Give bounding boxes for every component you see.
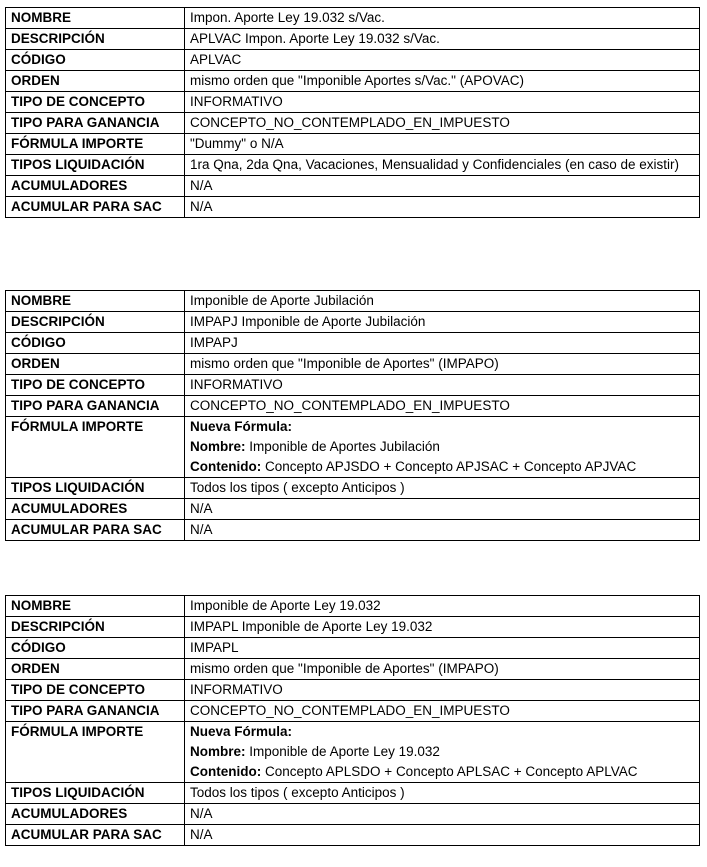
formula-name-value: Imponible de Aportes Jubilación — [245, 439, 440, 454]
row-tipos-liquidacion — [6, 155, 700, 176]
formula-name-value: Imponible de Aporte Ley 19.032 — [245, 744, 440, 759]
value-descripcion: IMPAPJ Imponible de Aporte Jubilación — [185, 312, 700, 333]
value-nombre: Imponible de Aporte Jubilación — [185, 291, 700, 312]
formula-content-value: Concepto APJSDO + Concepto APJSAC + Concepto APJVAC — [261, 459, 637, 474]
label-tipo-concepto: TIPO DE CONCEPTO — [6, 680, 185, 701]
label-tipo-ganancia: TIPO PARA GANANCIA — [6, 701, 185, 722]
label-nombre: NOMBRE — [6, 596, 185, 617]
value-acumular-sac: N/A — [185, 520, 700, 541]
label-nombre: NOMBRE — [6, 291, 185, 312]
row-tipo-concepto — [6, 375, 700, 396]
label-tipo-concepto: TIPO DE CONCEPTO — [6, 92, 185, 113]
value-tipo-ganancia: CONCEPTO_NO_CONTEMPLADO_EN_IMPUESTO — [185, 701, 700, 722]
value-acumuladores: N/A — [185, 499, 700, 520]
row-tipo-ganancia — [6, 396, 700, 417]
label-tipos-liquidacion: TIPOS LIQUIDACIÓN — [6, 783, 185, 804]
label-descripcion: DESCRIPCIÓN — [6, 617, 185, 638]
label-tipo-concepto: TIPO DE CONCEPTO — [6, 375, 185, 396]
label-acumular-sac: ACUMULAR PARA SAC — [6, 825, 185, 846]
row-nombre — [6, 291, 700, 312]
value-tipo-concepto: INFORMATIVO — [185, 680, 700, 701]
value-descripcion: APLVAC Impon. Aporte Ley 19.032 s/Vac. — [185, 29, 700, 50]
label-acumuladores: ACUMULADORES — [6, 176, 185, 197]
concept-table-impapl — [5, 595, 700, 846]
formula-content-line — [190, 457, 694, 477]
formula-name-label: Nombre: — [190, 439, 246, 454]
row-tipo-concepto — [6, 680, 700, 701]
concept-table-aplvac — [5, 7, 700, 218]
label-tipos-liquidacion: TIPOS LIQUIDACIÓN — [6, 478, 185, 499]
value-orden: mismo orden que "Imponible de Aportes" (IMPAPO) — [185, 659, 700, 680]
formula-new-label: Nueva Fórmula: — [190, 419, 293, 434]
value-descripcion: IMPAPL Imponible de Aporte Ley 19.032 — [185, 617, 700, 638]
formula-name-label: Nombre: — [190, 744, 246, 759]
row-descripcion — [6, 617, 700, 638]
row-codigo — [6, 50, 700, 71]
label-acumular-sac: ACUMULAR PARA SAC — [6, 520, 185, 541]
formula-content-label: Contenido: — [190, 764, 262, 779]
formula-heading — [190, 417, 694, 437]
label-orden: ORDEN — [6, 71, 185, 92]
value-tipo-concepto: INFORMATIVO — [185, 375, 700, 396]
value-formula-importe — [185, 417, 700, 478]
value-tipos-liquidacion: 1ra Qna, 2da Qna, Vacaciones, Mensualidad y Confidenciales (en caso de existir) — [185, 155, 700, 176]
value-codigo: APLVAC — [185, 50, 700, 71]
label-descripcion: DESCRIPCIÓN — [6, 29, 185, 50]
row-tipo-ganancia — [6, 701, 700, 722]
value-formula-importe — [185, 722, 700, 783]
label-descripcion: DESCRIPCIÓN — [6, 312, 185, 333]
value-acumular-sac: N/A — [185, 825, 700, 846]
value-tipo-ganancia: CONCEPTO_NO_CONTEMPLADO_EN_IMPUESTO — [185, 113, 700, 134]
label-tipo-ganancia: TIPO PARA GANANCIA — [6, 113, 185, 134]
row-codigo — [6, 333, 700, 354]
row-codigo — [6, 638, 700, 659]
label-codigo: CÓDIGO — [6, 638, 185, 659]
row-descripcion — [6, 29, 700, 50]
value-tipos-liquidacion: Todos los tipos ( excepto Anticipos ) — [185, 478, 700, 499]
row-nombre — [6, 596, 700, 617]
label-codigo: CÓDIGO — [6, 50, 185, 71]
row-tipo-ganancia — [6, 113, 700, 134]
value-tipos-liquidacion: Todos los tipos ( excepto Anticipos ) — [185, 783, 700, 804]
label-tipo-ganancia: TIPO PARA GANANCIA — [6, 396, 185, 417]
value-acumular-sac: N/A — [185, 197, 700, 218]
value-acumuladores: N/A — [185, 804, 700, 825]
row-tipos-liquidacion — [6, 478, 700, 499]
row-acumuladores — [6, 804, 700, 825]
row-tipos-liquidacion — [6, 783, 700, 804]
row-nombre — [6, 8, 700, 29]
label-orden: ORDEN — [6, 659, 185, 680]
label-acumuladores: ACUMULADORES — [6, 804, 185, 825]
row-acumular-sac — [6, 197, 700, 218]
value-acumuladores: N/A — [185, 176, 700, 197]
value-codigo: IMPAPL — [185, 638, 700, 659]
value-codigo: IMPAPJ — [185, 333, 700, 354]
label-tipos-liquidacion: TIPOS LIQUIDACIÓN — [6, 155, 185, 176]
value-tipo-concepto: INFORMATIVO — [185, 92, 700, 113]
row-orden — [6, 354, 700, 375]
row-formula-importe — [6, 134, 700, 155]
row-acumular-sac — [6, 825, 700, 846]
label-formula-importe: FÓRMULA IMPORTE — [6, 417, 185, 478]
label-orden: ORDEN — [6, 354, 185, 375]
formula-content-line — [190, 762, 694, 782]
formula-name-line — [190, 742, 694, 762]
value-nombre: Imponible de Aporte Ley 19.032 — [185, 596, 700, 617]
concept-table-impapj — [5, 290, 700, 541]
row-orden — [6, 71, 700, 92]
formula-content-value: Concepto APLSDO + Concepto APLSAC + Concepto APLVAC — [261, 764, 638, 779]
label-acumular-sac: ACUMULAR PARA SAC — [6, 197, 185, 218]
row-acumular-sac — [6, 520, 700, 541]
value-orden: mismo orden que "Imponible de Aportes" (IMPAPO) — [185, 354, 700, 375]
formula-heading — [190, 722, 694, 742]
row-descripcion — [6, 312, 700, 333]
value-formula-importe: "Dummy" o N/A — [185, 134, 700, 155]
label-acumuladores: ACUMULADORES — [6, 499, 185, 520]
label-formula-importe: FÓRMULA IMPORTE — [6, 134, 185, 155]
value-orden: mismo orden que "Imponible Aportes s/Vac." (APOVAC) — [185, 71, 700, 92]
row-tipo-concepto — [6, 92, 700, 113]
label-nombre: NOMBRE — [6, 8, 185, 29]
row-acumuladores — [6, 176, 700, 197]
formula-content-label: Contenido: — [190, 459, 262, 474]
value-nombre: Impon. Aporte Ley 19.032 s/Vac. — [185, 8, 700, 29]
row-formula-importe — [6, 722, 700, 783]
row-formula-importe — [6, 417, 700, 478]
row-acumuladores — [6, 499, 700, 520]
value-tipo-ganancia: CONCEPTO_NO_CONTEMPLADO_EN_IMPUESTO — [185, 396, 700, 417]
label-codigo: CÓDIGO — [6, 333, 185, 354]
row-orden — [6, 659, 700, 680]
formula-new-label: Nueva Fórmula: — [190, 724, 293, 739]
label-formula-importe: FÓRMULA IMPORTE — [6, 722, 185, 783]
formula-name-line — [190, 437, 694, 457]
